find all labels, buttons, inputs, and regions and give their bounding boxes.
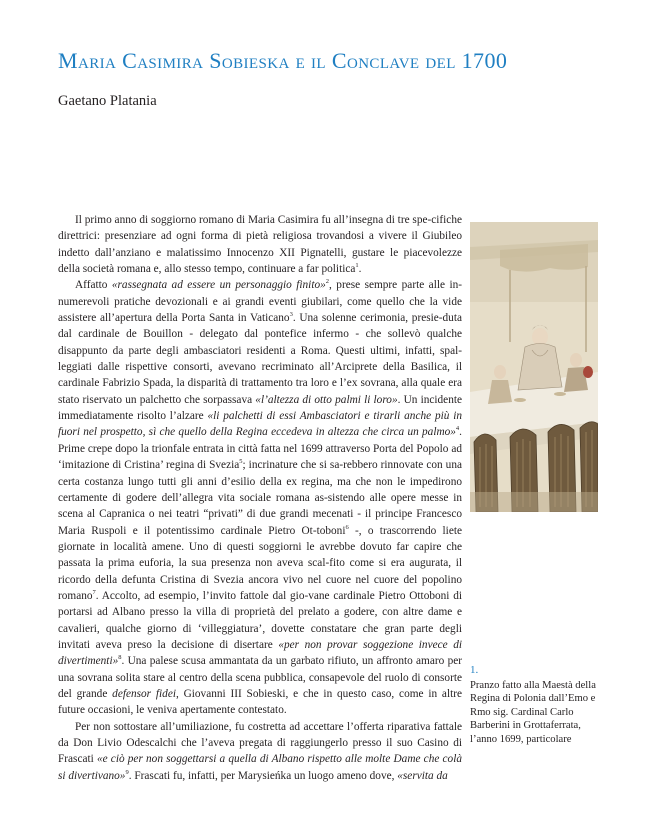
text-run: . Un incidente immediatamente risolto l’alzare (58, 393, 463, 423)
page-title: Maria Casimira Sobieska e il Conclave del 1700 (58, 48, 508, 73)
quoted-text: «l’altezza di otto palmi li loro» (255, 393, 398, 406)
paragraph (58, 212, 462, 277)
text-run: . Frascati fu, infatti, per Marysieńka un luogo ameno dove, (128, 769, 398, 782)
footnote-ref: 6 (345, 523, 349, 531)
footnote-ref: 8 (118, 654, 122, 662)
caption-text: Pranzo fatto alla Maestà della Regina di Polonia dall’Emo e Rmo sig. Cardinal Carlo Barberini in Grottaferrata, l’anno 1699, particolare (470, 679, 596, 745)
text-run: -, o trascorrendo liete giornate in località amene. Uno di questi soggiorni le avrebbe dovuto far capire che passata la prima euforia, la sua presenza non aveva scal-fito come si era augurata, il ricordo della defunta Cristina di Svezia ancora vivo nel cuore nel cuore del popolino romano (58, 524, 462, 602)
quoted-text: defensor fidei (112, 687, 176, 700)
quoted-text: «servita da (397, 769, 448, 782)
text-run: Per non sottostare all’umiliazione, fu costretta ad accettare l’offerta riparativa fattale da Don Livio Odescalchi che l’aveva pregata di raggiungerlo presso il suo Casino di Frascati (58, 720, 462, 766)
footnote-ref: 3 (289, 311, 293, 319)
text-run: ; incrinature che si sa-rebbero rinnovate con una certa costanza lungo tutti gli anni d’esilio della ex regina, ma che non le impedirono certamente di godere dell’allegra vita sociale romana as-sistendo alle opere messe in scena al Capranica o nei teatri “privati” di due grandi mecenati - il principe Francesco Maria Ruspoli e il potentissimo cardinale Pietro Ot-toboni (58, 459, 462, 537)
quoted-text: «rassegnata ad essere un personaggio finito» (111, 279, 326, 292)
text-run: . Una palese scusa ammantata da un garbato rifiuto, un affronto amaro per una sovrana solita stare al centro della scena pubblica, consapevole del ruolo di consorte del grande (58, 655, 462, 700)
text-run: . Accolto, ad esempio, l’invito fattole dal gio-vane cardinale Pietro Ottoboni di portarsi ad Albano presso la villa di proprietà del prelato a godere, con altre dame e cavalieri, qualche giorno di ‘villeggiatura’, dovette constatare che gran parte degli invitati aveva preso la decisione di disertare (58, 589, 462, 651)
paragraph (58, 719, 462, 784)
footnote-ref: 5 (239, 458, 243, 466)
author-name: Gaetano Platania (58, 93, 157, 109)
caption-number: 1. (470, 664, 479, 676)
quoted-text: «li palchetti di essi Ambasciatori e tirarli anche più in fuori nel prospetto, sì che quello della Regina eccedeva in altezza che circa un palmo» (58, 410, 462, 439)
text-run: , prese sempre parte alle in-numerevoli pratiche devozionali e ai grandi eventi giubilari, come quello che la vide assistere all’apertura della Porta Santa in Vaticano (58, 279, 462, 325)
paragraph (58, 277, 462, 718)
text-run: Affatto (75, 279, 112, 292)
text-run: Il primo anno di soggiorno romano di Maria Casimira fu all’insegna di tre spe-cifiche direttrici: presenziare ad ogni forma di pietà religiosa trovandosi a vivere il Giubileo indetto dall’anziano e malatissimo Innocenzo XII Pignatelli, gustare le piacevolezze della società romana e, allo stesso tempo, continuare a far politica (58, 214, 462, 276)
footnote-ref: 7 (92, 589, 96, 597)
text-run: , Giovanni III Sobieski, e che in questo caso, come in altre future occasioni, le veniva apertamente contestato. (58, 687, 462, 717)
text-run: . Una solenne cerimonia, presie-duta dal cardinale de Bouillon - delegato dal pontefice infermo - che sollevò qualche disappunto da parte degli ambasciatori residenti a Roma. Questi ultimi, infatti, spal-leggiati dalle rispettive consorti, avevano recriminato all’Arciprete della Basilica, il cardinale Fabrizio Spada, la disparità di trattamento tra loro e l’ex sovrana, alla quale era stato riservato un palchetto che sorpassava (58, 312, 462, 406)
footnote-ref: 1 (355, 262, 359, 270)
footnote-ref: 2 (325, 278, 330, 286)
footnote-ref: 4 (455, 425, 460, 433)
quoted-text: «e ciò per non soggettarsi a quella di Albano rispetto alle molte Dame che colà si divertivano» (58, 753, 462, 782)
text-run: . (358, 263, 362, 276)
figure-caption (470, 664, 605, 747)
text-run: . Prime crepe dopo la trionfale entrata in città fatta nel 1699 attraverso Porta del Popolo ad ‘imitazione di Cristina’ regina di Svezia (58, 426, 462, 472)
footnote-ref: 9 (125, 768, 129, 776)
quoted-text: «per non provar soggezione invece di divertimenti» (58, 638, 462, 668)
article-body (58, 212, 462, 784)
illustration-banquet (470, 222, 598, 512)
